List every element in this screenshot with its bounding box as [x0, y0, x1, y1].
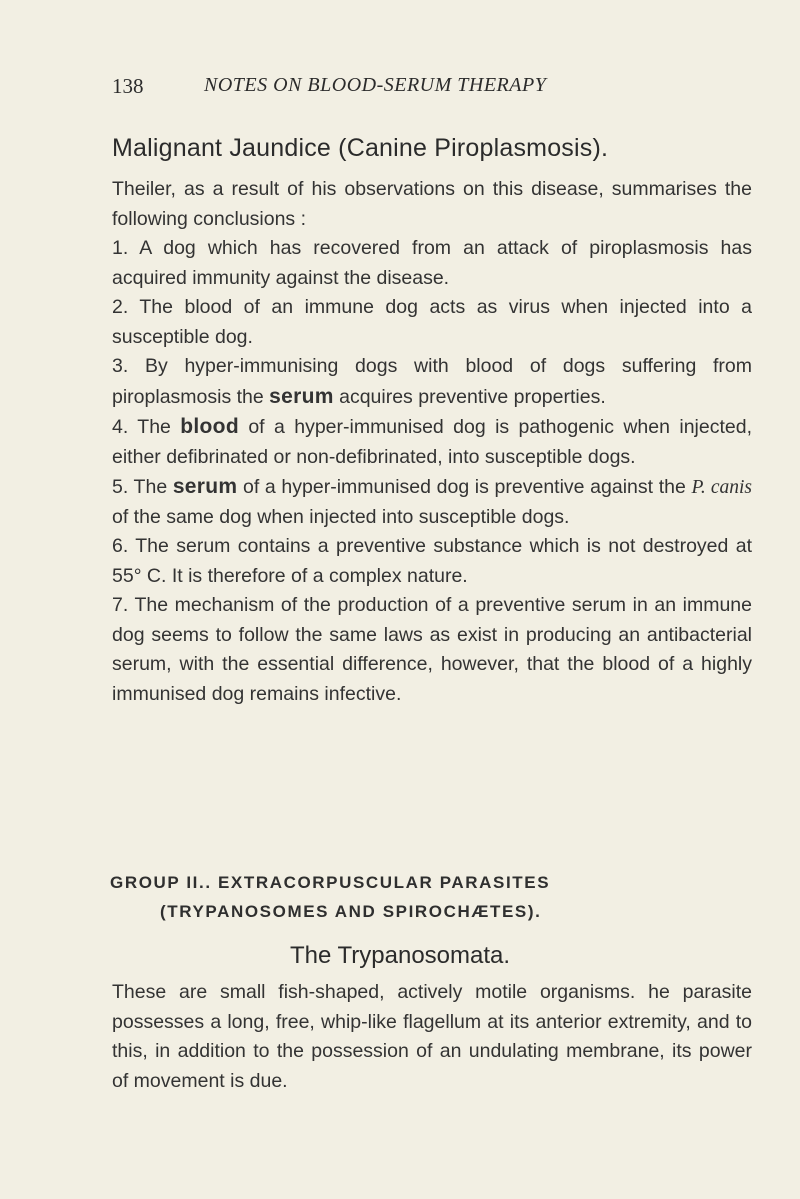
section-heading: Malignant Jaundice (Canine Piroplasmosis).: [112, 134, 609, 162]
trypanosomata-paragraph: These are small fish-shaped, actively motile organisms. he parasite possesses a long, free, whip-like flagellum at its anterior extremity, and to this, in addition to the possession of an undulating membrane, its power of movement is due.: [112, 981, 752, 1092]
running-head: [112, 74, 752, 104]
group-heading-line-2: (TRYPANOSOMES AND SPIROCHÆTES).: [160, 902, 542, 921]
conclusion-5: [112, 472, 752, 532]
conclusion-3-pre: 3. By hyper-immunising dogs with blood of dogs suffering from piroplasmosis the: [112, 355, 752, 408]
conclusion-5-italic: P. canis: [691, 477, 752, 498]
group-heading-line-1: GROUP II.. EXTRACORPUSCULAR PARASITES: [110, 873, 551, 892]
conclusion-5-emphasis: serum: [172, 475, 238, 498]
conclusion-4: [112, 412, 752, 472]
conclusion-2: 2. The blood of an immune dog acts as virus when injected into a susceptible dog.: [112, 296, 752, 348]
conclusion-5-post2: of the same dog when injected into susceptible dogs.: [112, 505, 570, 528]
conclusion-3-post: acquires preventive properties.: [333, 385, 606, 408]
conclusion-6: 6. The serum contains a preventive substance which is not destroyed at 55° C. It is therefore of a complex nature.: [112, 535, 752, 587]
conclusion-1: 1. A dog which has recovered from an attack of piroplasmosis has acquired immunity against the disease.: [112, 237, 752, 289]
conclusion-5-pre: 5. The: [112, 476, 173, 498]
conclusion-3: [112, 352, 752, 412]
conclusion-7: 7. The mechanism of the production of a preventive serum in an immune dog seems to follow the same laws as exist in producing an antibacterial serum, with the essential difference, however, that the blood of a highly immunised dog remains infective.: [112, 594, 752, 705]
conclusion-3-emphasis: serum: [269, 384, 334, 408]
trypanosomata-section: [112, 978, 752, 1096]
conclusion-4-pre: 4. The: [112, 416, 181, 438]
main-text: [112, 134, 752, 709]
conclusion-4-emphasis: blood: [180, 415, 239, 438]
running-title: NOTES ON BLOOD-SERUM THERAPY: [204, 74, 547, 96]
intro-paragraph: Theiler, as a result of his observations on this disease, summarises the following conclusions :: [112, 178, 752, 230]
conclusion-5-post: of a hyper-immunised dog is preventive against the: [237, 476, 692, 498]
page-number: 138: [112, 74, 144, 98]
conclusion-4-post: of a hyper-immunised dog is pathogenic when injected, either defibrinated or non-defibrinated, into susceptible dogs.: [112, 416, 752, 468]
trypanosomata-heading: The Trypanosomata.: [289, 942, 511, 969]
